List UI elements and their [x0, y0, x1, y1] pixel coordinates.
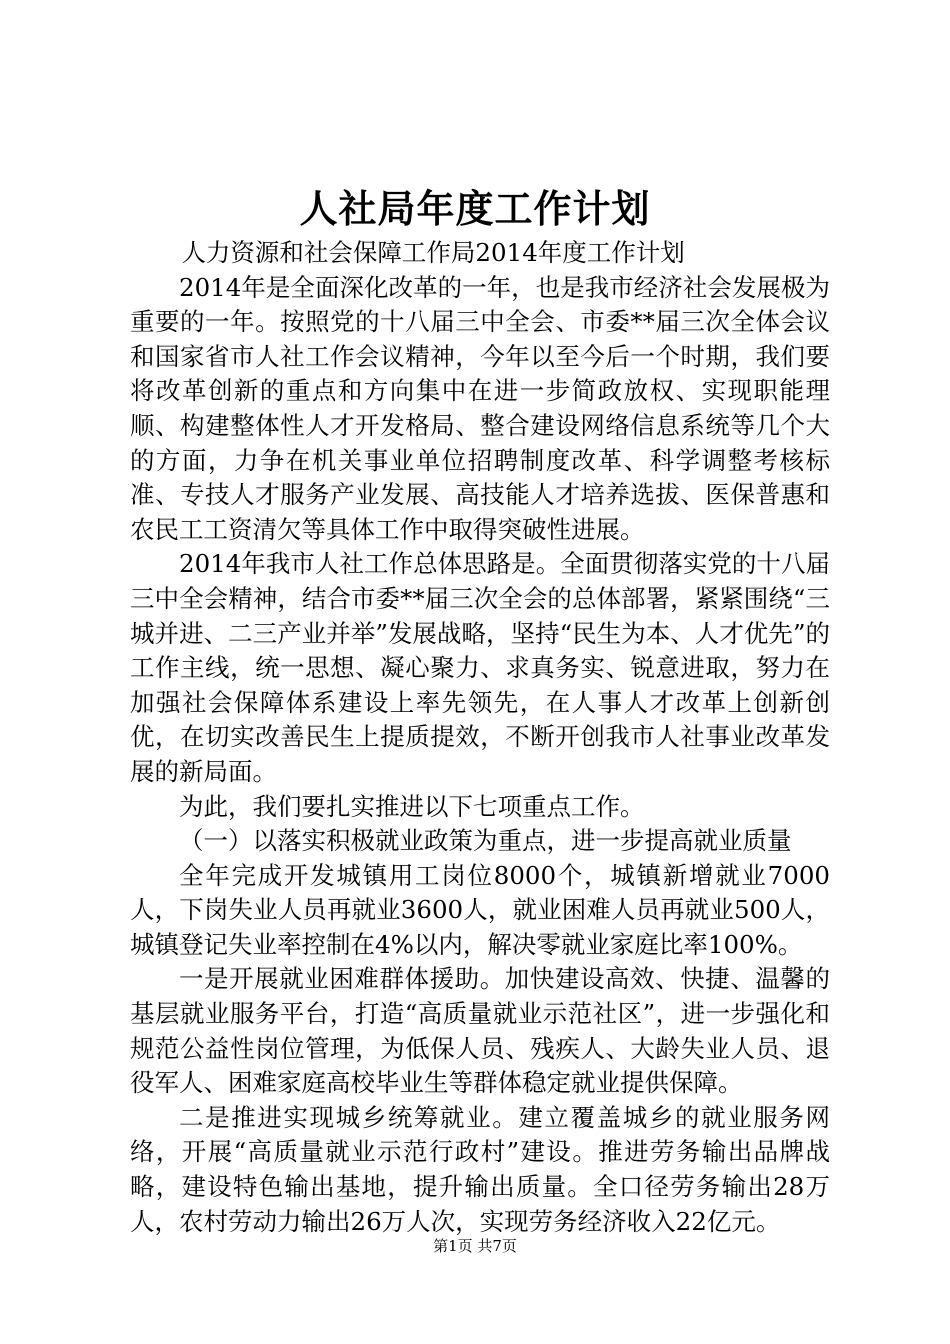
- paragraph-key-tasks: 为此，我们要扎实推进以下七项重点工作。: [179, 791, 645, 821]
- paragraph-assistance: 一是开展就业困难群体援助。加快建设高效、快捷、温馨的基层就业服务平台，打造“高质量就业示范社区”，进一步强化和规范公益性岗位管理，为低保人员、残疾人、大龄失业人员、退役军人、困难家庭高校毕业生等群体稳定就业提供保障。: [130, 964, 830, 1098]
- document-body: [130, 236, 830, 1239]
- document-title: 人社局年度工作计划: [299, 186, 651, 231]
- page-number-footer: 第1页 共7页: [433, 1237, 517, 1255]
- section-heading-1: （一）以落实积极就业政策为重点，进一步提高就业质量: [179, 826, 792, 856]
- paragraph-intro: 2014年是全面深化改革的一年，也是我市经济社会发展极为重要的一年。按照党的十八届三中全会、市委**届三次全体会议和国家省市人社工作会议精神，今年以至今后一个时期，我们要将改革创新的重点和方向集中在进一步简政放权、实现职能理顺、构建整体性人才开发格局、整合建设网络信息系统等几个大的方面，力争在机关事业单位招聘制度改革、科学调整考核标准、专技人才服务产业发展、高技能人才培养选拔、医保普惠和农民工工资清欠等具体工作中取得突破性进展。: [130, 272, 830, 544]
- document-subtitle: 人力资源和社会保障工作局2014年度工作计划: [181, 238, 685, 267]
- paragraph-urban-rural: 二是推进实现城乡统筹就业。建立覆盖城乡的就业服务网络，开展“高质量就业示范行政村”建设。推进劳务输出品牌战略，建设特色输出基地，提升输出质量。全口径劳务输出28万人，农村劳动力输出26万人次，实现劳务经济收入22亿元。: [130, 1102, 830, 1236]
- paragraph-general-idea: 2014年我市人社工作总体思路是。全面贯彻落实党的十八届三中全会精神，结合市委**届三次全会的总体部署，紧紧围绕“三城并进、二三产业并举”发展战略，坚持“民生为本、人才优先”的工作主线，统一思想、凝心聚力、求真务实、锐意进取，努力在加强社会保障体系建设上率先领先，在人事人才改革上创新创优，在切实改善民生上提质提效，不断开创我市人社事业改革发展的新局面。: [130, 549, 830, 786]
- paragraph-employment-targets: 全年完成开发城镇用工岗位8000个，城镇新增就业7000人，下岗失业人员再就业3600人，就业困难人员再就业500人，城镇登记失业率控制在4%以内，解决零就业家庭比率100%。: [130, 860, 830, 959]
